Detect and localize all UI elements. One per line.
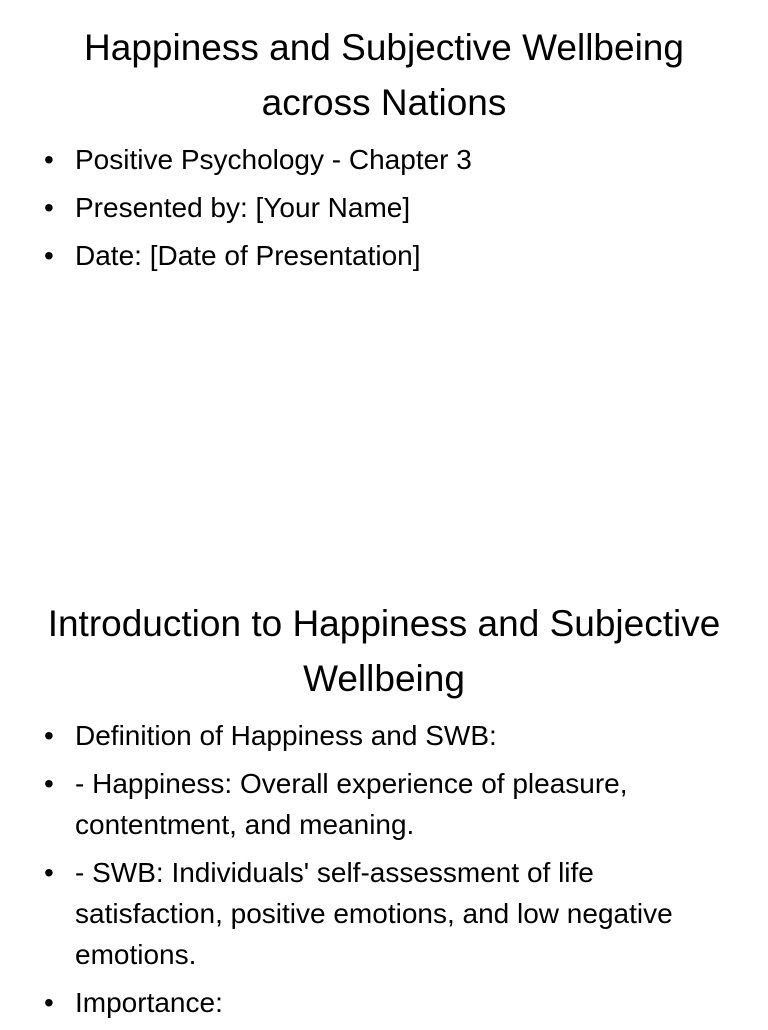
bullet-text: Date: [Date of Presentation] [75,240,421,271]
bullet-marker: • [44,768,54,799]
bullet-marker: • [44,720,54,751]
bullet-item [44,982,724,1023]
slide-2 [0,576,768,1024]
slide-title: Introduction to Happiness and Subjective Wellbeing [47,603,721,699]
bullet-marker: • [44,240,54,271]
bullet-text: - SWB: Individuals' self-assessment of life satisfaction, positive emotions, and low negative emotions. [75,857,673,970]
slide-title: Happiness and Subjective Wellbeing across Nations [84,27,684,123]
bullet-item [44,763,724,845]
bullet-item [44,235,724,276]
bullet-text: Positive Psychology - Chapter 3 [75,144,472,175]
bullet-text: Definition of Happiness and SWB: [75,720,497,751]
bullet-item [44,139,724,180]
bullet-text: - Happiness: Overall experience of pleasure, contentment, and meaning. [75,768,628,840]
bullet-marker: • [44,144,54,175]
bullet-marker: • [44,857,54,888]
bullet-item [44,715,724,756]
bullet-text: Presented by: [Your Name] [75,192,411,223]
bullet-marker: • [44,987,54,1018]
bullet-text: Importance: [75,987,223,1018]
bullet-item [44,852,724,975]
bullet-marker: • [44,192,54,223]
bullet-list [44,715,724,1030]
bullet-list [44,139,724,283]
bullet-item [44,187,724,228]
